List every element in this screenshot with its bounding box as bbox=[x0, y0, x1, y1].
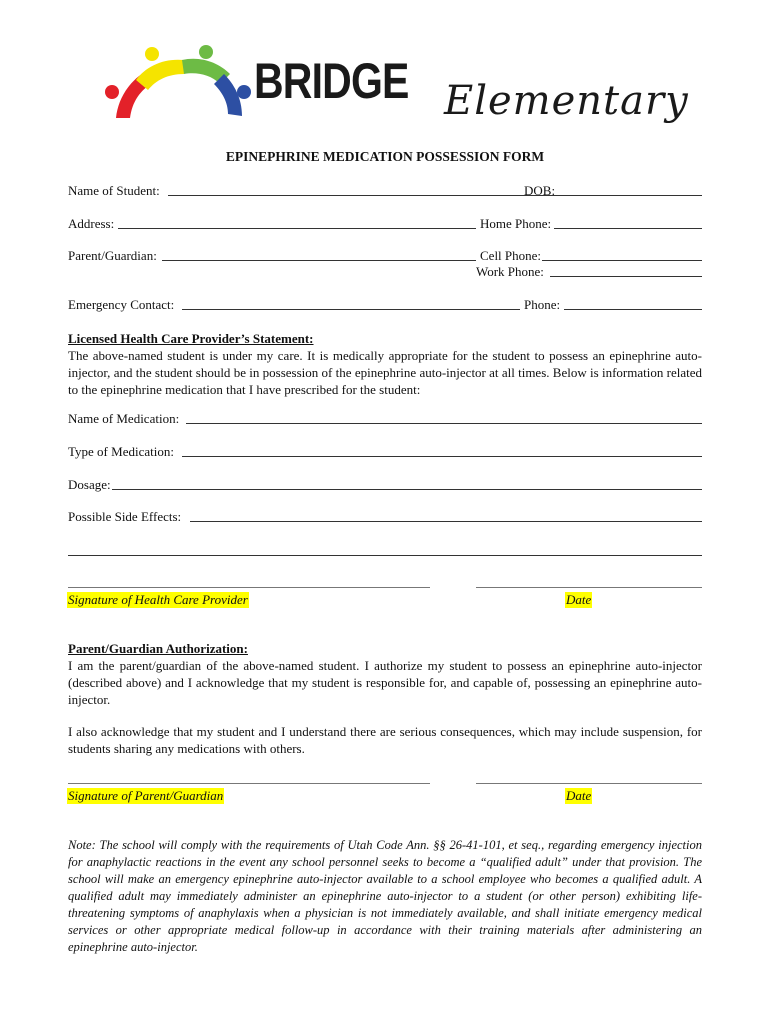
provider-heading: Licensed Health Care Provider’s Statement: bbox=[68, 331, 314, 346]
provider-section bbox=[68, 330, 702, 398]
work-phone-label: Work Phone: bbox=[476, 264, 544, 279]
provider-signature-label: Signature of Health Care Provider bbox=[68, 592, 248, 607]
side-effects-row bbox=[68, 509, 702, 527]
provider-date-line[interactable] bbox=[476, 587, 702, 588]
parent-authorization: I am the parent/guardian of the above-named student. I authorize my student to possess an epinephrine auto-injector (described above) and I acknowledge that my student is responsible for, and capable of, possessing an epinephrine auto-injector. bbox=[68, 658, 702, 707]
emergency-row bbox=[68, 297, 702, 315]
med-name-row bbox=[68, 411, 702, 429]
cell-phone-label: Cell Phone: bbox=[480, 248, 542, 263]
med-type-field[interactable] bbox=[182, 456, 702, 457]
phone-label: Phone: bbox=[524, 297, 561, 312]
work-phone-row bbox=[68, 264, 702, 282]
provider-signature-line[interactable] bbox=[68, 587, 430, 588]
logo-brand-text: BRIDGE bbox=[254, 53, 409, 109]
home-phone-field[interactable] bbox=[554, 228, 702, 229]
home-phone-label: Home Phone: bbox=[480, 216, 552, 231]
dosage-row bbox=[68, 477, 702, 495]
cell-phone-field[interactable] bbox=[542, 260, 702, 261]
school-logo bbox=[104, 40, 689, 152]
form-title: EPINEPHRINE MEDICATION POSSESSION FORM bbox=[225, 149, 545, 164]
side-effects-label: Possible Side Effects: bbox=[68, 509, 182, 524]
dosage-field[interactable] bbox=[112, 489, 702, 490]
side-effects-field[interactable] bbox=[190, 521, 702, 522]
provider-date-label: Date bbox=[566, 592, 592, 607]
emergency-contact-label: Emergency Contact: bbox=[68, 297, 175, 312]
phone-field[interactable] bbox=[564, 309, 702, 310]
student-name-label: Name of Student: bbox=[68, 183, 160, 198]
legal-note: Note: The school will comply with the requirements of Utah Code Ann. §§ 26-41-101, et seq., regarding emergency injection for anaphylactic reactions in the event any school personnel seeks to become a “qualified adult” under that provision. The school will make an emergency epinephrine auto-injector available to a school employee who becomes a qualified adult. A qualified adult may immediately administer an epinephrine auto-injector to a student (or other person) exhibiting life-threatening symptoms of anaphylaxis when a physician is not immediately available, and shall initiate emergency medical services or other appropriate medical follow-up in accordance with their training materials after administering an epinephrine auto-injector. bbox=[68, 838, 702, 954]
parent-date-label: Date bbox=[566, 788, 592, 803]
parent-guardian-label: Parent/Guardian: bbox=[68, 248, 157, 263]
logo-sub-text: Elementary bbox=[444, 78, 689, 124]
address-row bbox=[68, 216, 702, 234]
address-field[interactable] bbox=[118, 228, 476, 229]
parent-signature-label: Signature of Parent/Guardian bbox=[68, 788, 224, 803]
med-name-field[interactable] bbox=[186, 423, 702, 424]
dosage-label: Dosage: bbox=[68, 477, 111, 492]
med-name-label: Name of Medication: bbox=[68, 411, 180, 426]
emergency-contact-field[interactable] bbox=[182, 309, 520, 310]
work-phone-field[interactable] bbox=[550, 276, 702, 277]
med-type-row bbox=[68, 444, 702, 462]
parent-section bbox=[68, 640, 702, 757]
parent-acknowledgement: I also acknowledge that my student and I understand there are serious consequences, which may include suspension, for students sharing any medications with others. bbox=[68, 724, 702, 756]
parent-heading: Parent/Guardian Authorization: bbox=[68, 641, 248, 656]
address-label: Address: bbox=[68, 216, 115, 231]
med-type-label: Type of Medication: bbox=[68, 444, 174, 459]
provider-statement: The above-named student is under my care. It is medically appropriate for the student to possess an epinephrine auto-injector, and the student should be in possession of the epinephrine auto-injector at all times. Below is information related to the epinephrine medication that I have prescribed for the student: bbox=[68, 348, 702, 397]
student-row bbox=[68, 183, 702, 201]
dob-label: DOB: bbox=[524, 183, 556, 198]
parent-date-line[interactable] bbox=[476, 783, 702, 784]
children-arch-icon bbox=[104, 40, 254, 152]
parent-signature-line[interactable] bbox=[68, 783, 430, 784]
dob-field[interactable] bbox=[562, 195, 702, 196]
parent-guardian-field[interactable] bbox=[162, 260, 476, 261]
side-effects-extra-line[interactable] bbox=[68, 555, 702, 556]
